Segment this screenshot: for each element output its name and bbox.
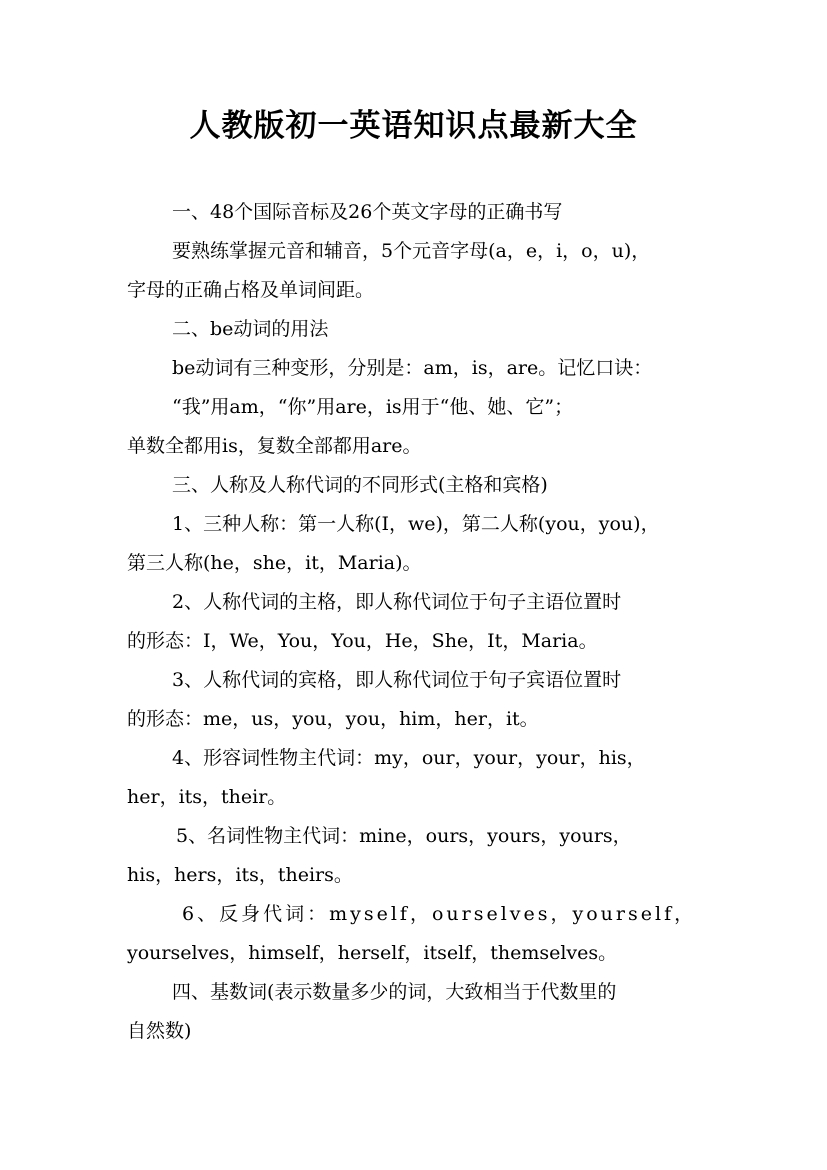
paragraph-line: 单数全都用is，复数全部都用are。: [127, 435, 422, 457]
paragraph-line: 3、人称代词的宾格，即人称代词位于句子宾语位置时: [172, 669, 622, 691]
paragraph-line: 第三人称(he，she，it，Maria)。: [127, 552, 422, 574]
section-heading: 四、基数词(表示数量多少的词，大致相当于代数里的: [172, 981, 617, 1003]
paragraph-line: 6、反身代词：myself，ourselves，yourself，: [182, 903, 697, 925]
section-heading: 三、人称及人称代词的不同形式(主格和宾格): [172, 474, 548, 496]
paragraph-line: her，its，their。: [127, 786, 287, 808]
paragraph-line: 的形态：me，us，you，you，him，her，it。: [127, 708, 539, 730]
paragraph-line: his，hers，its，theirs。: [127, 864, 353, 886]
paragraph-line: 自然数): [127, 1020, 192, 1042]
paragraph-line: 4、形容词性物主代词：my，our，your，your，his，: [172, 747, 646, 769]
paragraph-line: 字母的正确占格及单词间距。: [127, 279, 375, 301]
paragraph-line: “我”用am，“你”用are，is用于“他、她、它”；: [172, 396, 574, 418]
document-title: 人教版初一英语知识点最新大全: [189, 108, 638, 144]
paragraph-line: 5、名词性物主代词：mine，ours，yours，yours，: [176, 825, 632, 847]
paragraph-line: be动词有三种变形，分别是：am，is，are。记忆口诀：: [172, 357, 653, 379]
section-heading: 一、48个国际音标及26个英文字母的正确书写: [172, 201, 563, 223]
paragraph-line: 的形态：I，We，You，You，He，She，It，Maria。: [127, 630, 598, 652]
paragraph-line: 2、人称代词的主格，即人称代词位于句子主语位置时: [172, 591, 622, 613]
paragraph-line: 要熟练掌握元音和辅音，5个元音字母(a，e，i，o，u)，: [172, 240, 651, 262]
paragraph-line: yourselves，himself，herself，itself，themselves。: [127, 942, 618, 964]
section-heading: 二、be动词的用法: [172, 318, 329, 340]
paragraph-line: 1、三种人称：第一人称(I，we)，第二人称(you，you)，: [172, 513, 660, 535]
